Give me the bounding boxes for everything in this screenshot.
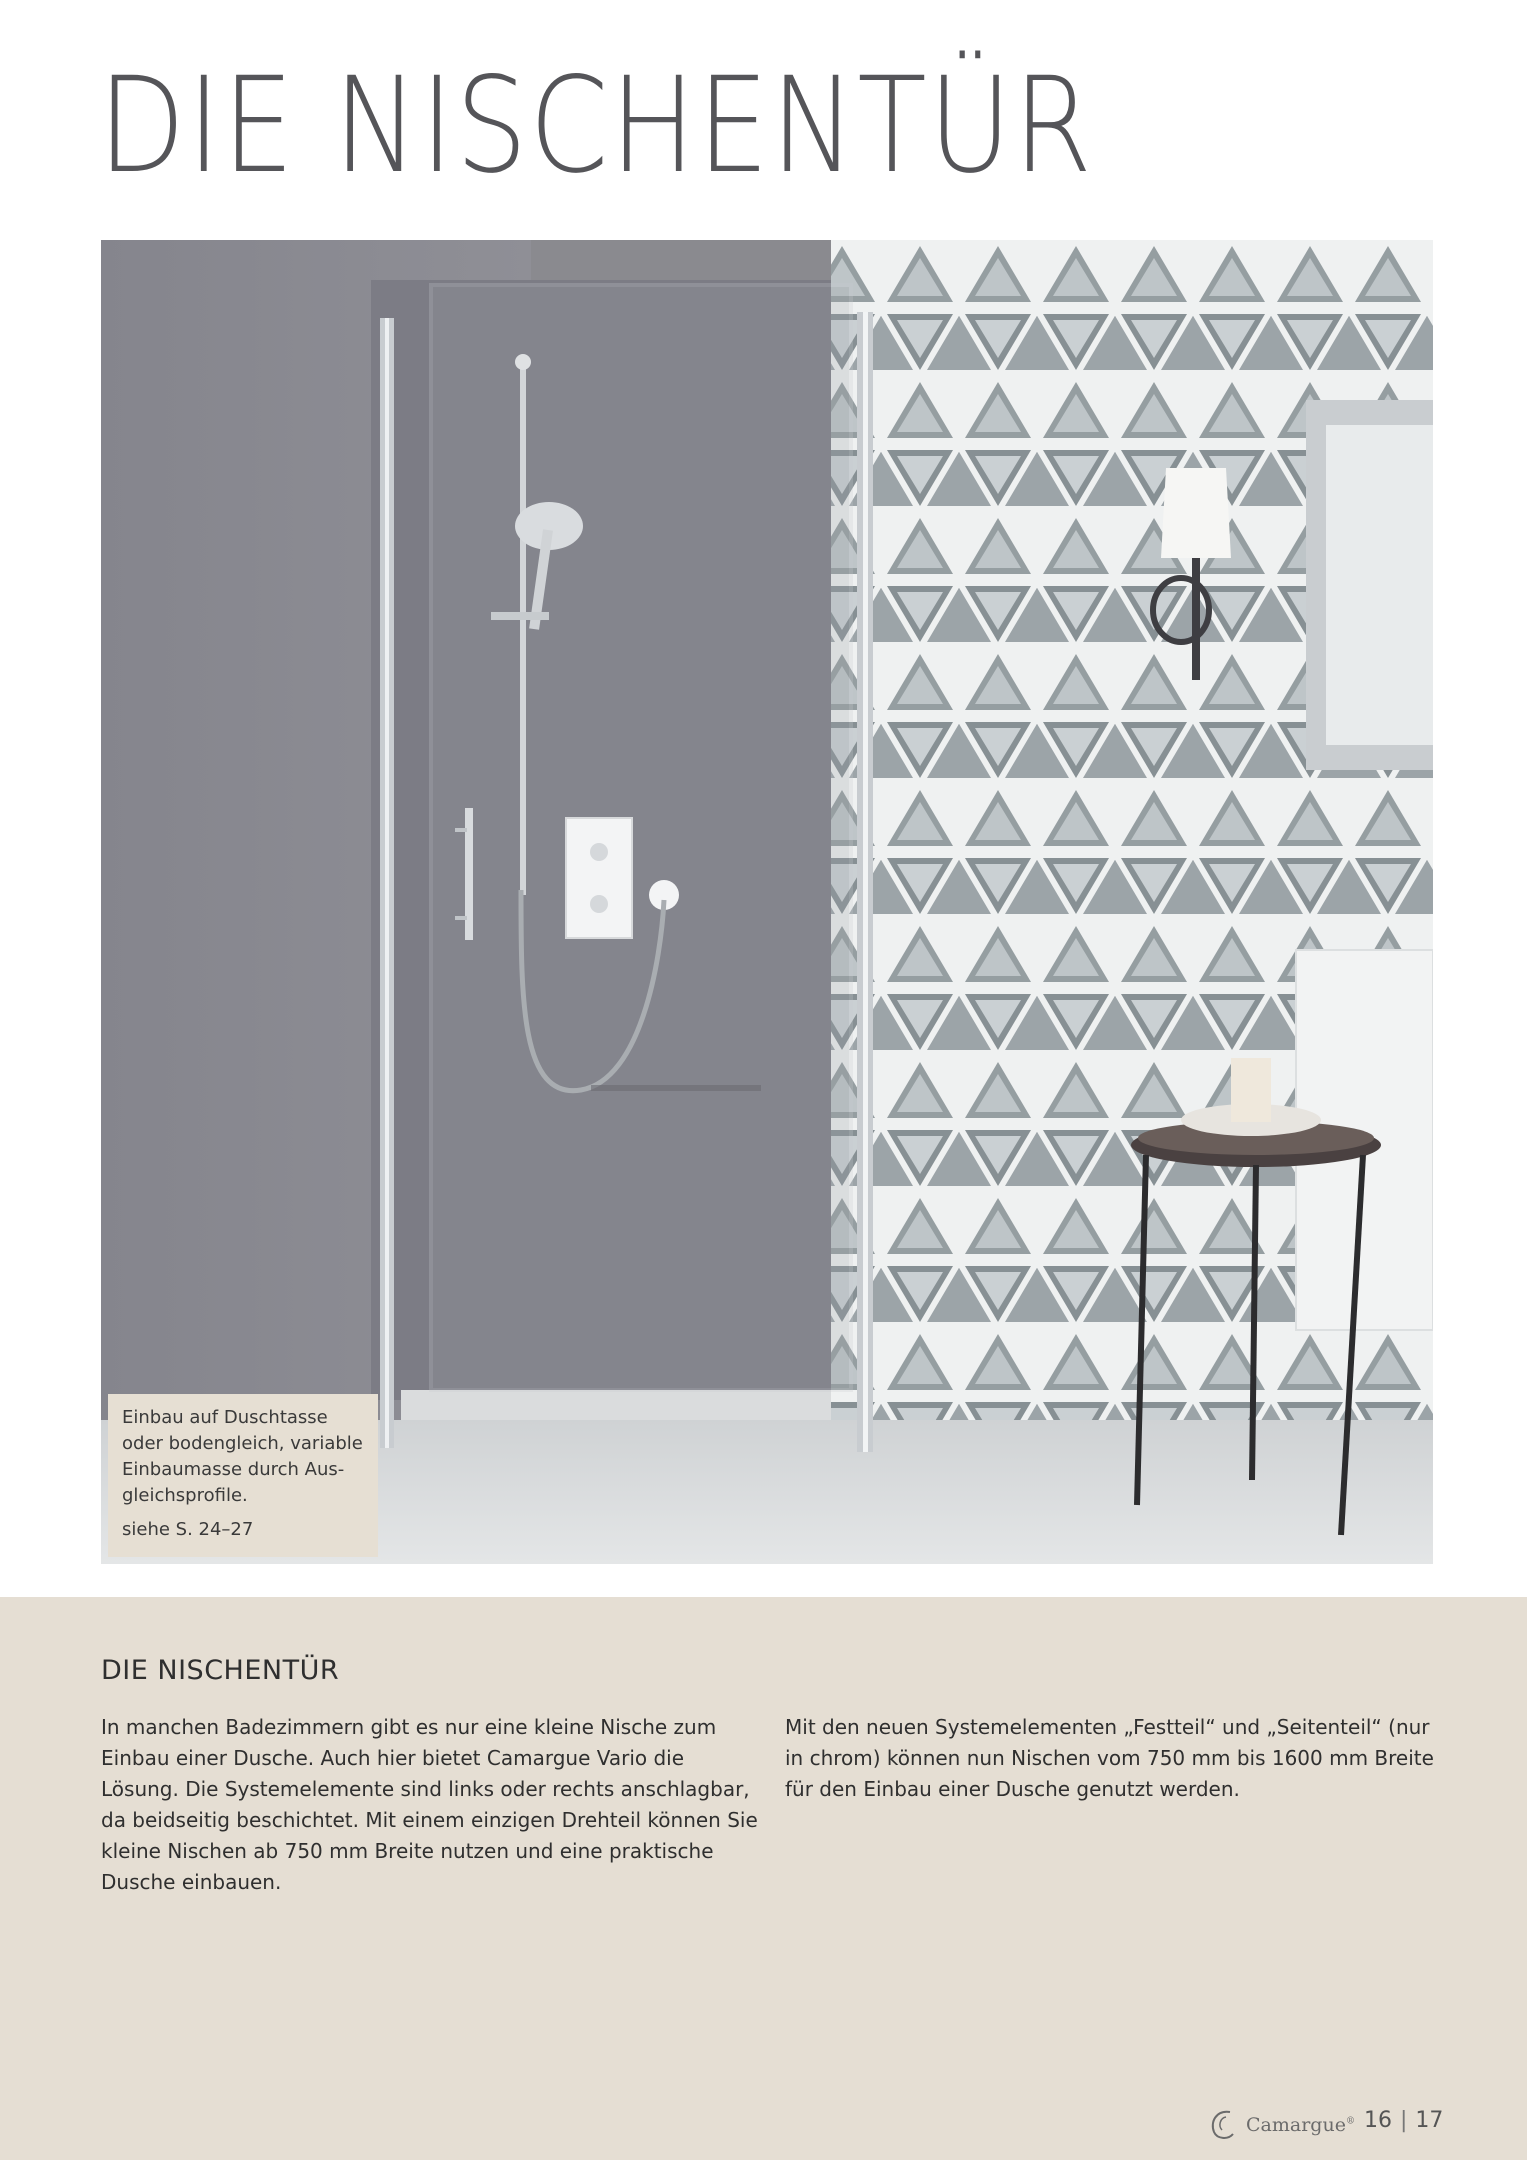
caption-reference-link[interactable]: siehe S. 24–27 <box>122 1519 254 1540</box>
body-text-left: In manchen Badezimmern gibt es nur eine kleine Nische zum Einbau einer Dusche. Auch hier bietet Camargue Vario die Lösung. Die Systemelemente sind links oder rechts anschlagbar, da beidseitig beschichtet. Mit einem einzigen Drehteil können Sie kleine Nischen ab 750 mm Breite nutzen und eine praktische Dusche einbauen. <box>101 1715 758 1894</box>
photo-caption <box>108 1394 378 1557</box>
caption-line-2: oder bodengleich, variable <box>122 1433 363 1454</box>
page-title: DIE NISCHENTÜR <box>98 49 1094 203</box>
brand-logo <box>1208 2108 1355 2142</box>
caption-line-4: gleichsprofile. <box>122 1485 248 1506</box>
page-number-right: 17 <box>1415 2108 1444 2133</box>
body-text-right: Mit den neuen Systemelementen „Festteil“ und „Seitenteil“ (nur in chrom) können nun Nischen vom 750 mm bis 1600 mm Breite für den Einbau einer Dusche genutzt werden. <box>785 1715 1434 1801</box>
section-title: DIE NISCHENTÜR <box>101 1655 340 1686</box>
caption-line-3: Einbaumasse durch Aus- <box>122 1459 345 1480</box>
brand-name: Camargue® <box>1246 2114 1355 2136</box>
page-numbers <box>1364 2108 1443 2133</box>
caption-line-1: Einbau auf Duschtasse <box>122 1407 328 1428</box>
page-number-left: 16 <box>1364 2108 1392 2133</box>
page-separator: | <box>1400 2108 1408 2133</box>
camargue-logo-icon <box>1208 2108 1240 2142</box>
product-photo <box>101 240 1433 1564</box>
